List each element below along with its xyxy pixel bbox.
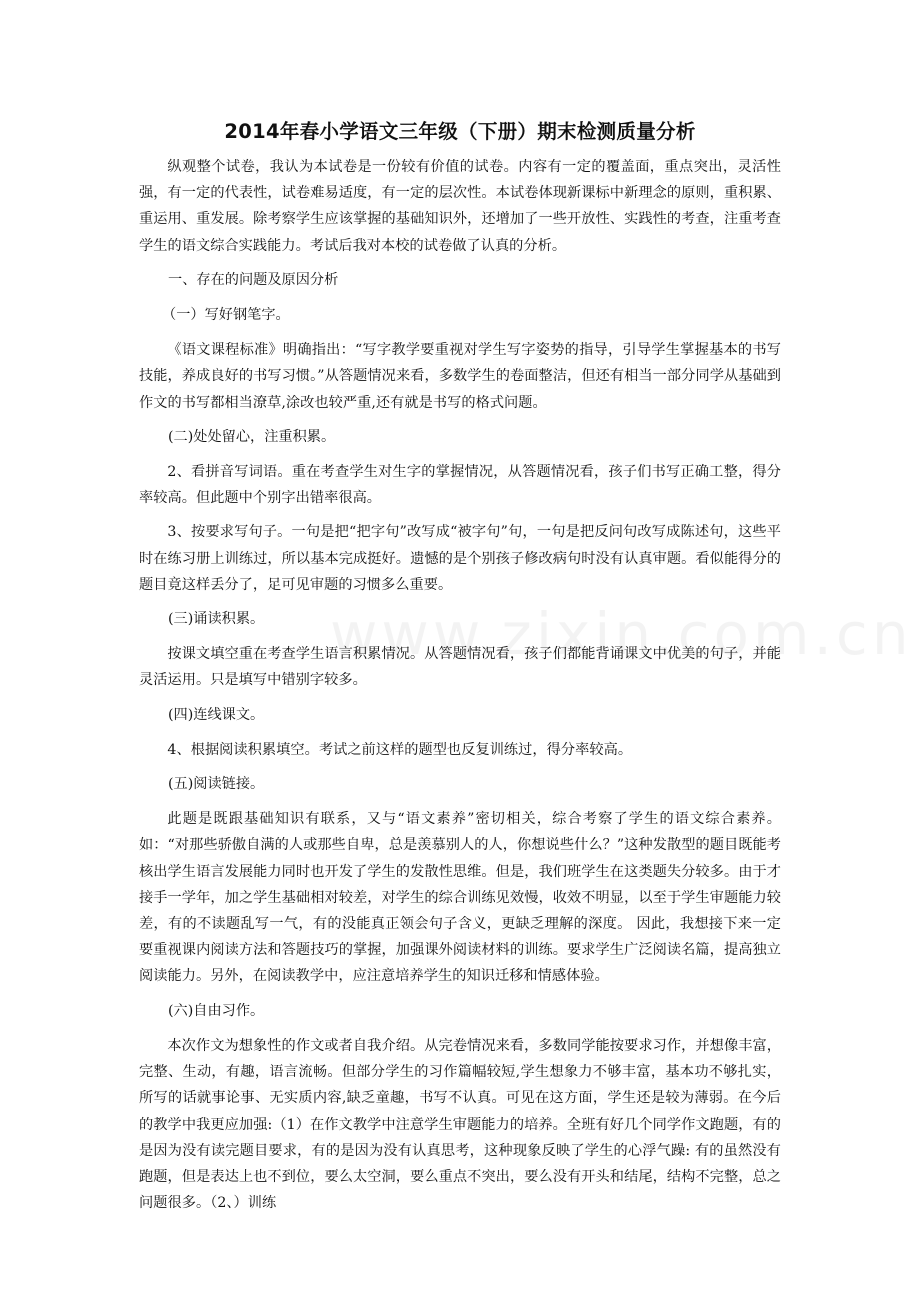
paragraph-pinyin: 2、看拼音写词语。重在考查学生对生字的掌握情况，从答题情况看，孩子们书写正确工整，得分率较高。但此题中个别字出错率很高。 — [139, 464, 781, 507]
section-heading-problems: 一、存在的问题及原因分析 — [168, 271, 339, 288]
paragraph-handwriting: 《语文课程标准》明确指出：“写字教学要重视对学生写字姿势的指导，引导学生掌握基本的书写技能，养成良好的书写习惯。”从答题情况来看，多数学生的卷面整洁，但还有相当一部分同学从基础到作文的书写都相当潦草,涂改也较严重,还有就是书写的格式问题。 — [139, 342, 781, 411]
subheading-2: (二)处处留心，注重积累。 — [168, 428, 336, 445]
subheading-6: (六)自由习作。 — [168, 1002, 265, 1019]
intro-paragraph: 纵观整个试卷，我认为本试卷是一份较有价值的试卷。内容有一定的覆盖面，重点突出，灵活性强，有一定的代表性，试卷难易适度，有一定的层次性。本试卷体现新课标中新理念的原则，重积累、重运用、重发展。除考察学生应该掌握的基础知识外，还增加了一些开放性、实践性的考查，注重考查学生的语文综合实践能力。考试后我对本校的试卷做了认真的分析。 — [139, 159, 781, 254]
subheading-1: （一）写好钢笔字。 — [162, 307, 290, 324]
paragraph-recitation: 按课文填空重在考查学生语言积累情况。从答题情况看，孩子们都能背诵课文中优美的句子，并能灵活运用。只是填写中错别字较多。 — [139, 646, 781, 689]
subheading-4: (四)连线课文。 — [168, 706, 265, 723]
paragraph-composition: 本次作文为想象性的作文或者自我介绍。从完卷情况来看，多数同学能按要求习作，并想像丰富，完整、生动，有趣，语言流畅。但部分学生的习作篇幅较短,学生想象力不够丰富，基本功不够扎实，所写的话就事论事、无实质内容,缺乏童趣，书写不认真。可见在这方面，学生还是较为薄弱。在今后的教学中我更应加强:（1）在作文教学中注意学生审题能力的培养。全班有好几个同学作文跑题，有的是因为没有读完题目要求，有的是因为没有认真思考，这种现象反映了学生的心浮气躁: 有的虽然没有跑题，但是表达上也不到位，要么太空洞，要么重点不突出，要么没有开头和结尾，结构不完整，总之问题很多。（2、）训练 — [139, 1037, 781, 1212]
document-page — [139, 118, 781, 1224]
subheading-5: (五)阅读链接。 — [168, 776, 265, 793]
subheading-3: (三)诵读积累。 — [168, 611, 265, 628]
document-title: 2014年春小学语文三年级（下册）期末检测质量分析 — [224, 120, 696, 143]
paragraph-sentences: 3、按要求写句子。一句是把“把字句”改写成“被字句”句，一句是把反问句改写成陈述句，这些平时在练习册上训练过，所以基本完成挺好。遗憾的是个别孩子修改病句时没有认真审题。看似能得分的题目竟这样丢分了，足可见审题的习惯多么重要。 — [139, 524, 781, 593]
paragraph-reading-fill: 4、根据阅读积累填空。考试之前这样的题型也反复训练过，得分率较高。 — [167, 741, 633, 758]
paragraph-reading-link: 此题是既跟基础知识有联系，又与“语文素养”密切相关，综合考察了学生的语文综合素养。如：“对那些骄傲自满的人或那些自卑，总是羡慕别人的人，你想说些什么？”这种发散型的题目既能考核出学生语言发展能力同时也开发了学生的发散性思维。但是，我们班学生在这类题失分较多。由于才接手一学年，加之学生基础相对较差，对学生的综合训练见效慢，收效不明显，以至于学生审题能力较差，有的不读题乱写一气，有的没能真正领会句子含义，更缺乏理解的深度。 因此，我想接下来一定要重视课内阅读方法和答题技巧的掌握，加强课外阅读材料的训练。要求学生广泛阅读名篇，提高独立阅读能力。另外，在阅读教学中，应注意培养学生的知识迁移和情感体验。 — [139, 811, 781, 985]
